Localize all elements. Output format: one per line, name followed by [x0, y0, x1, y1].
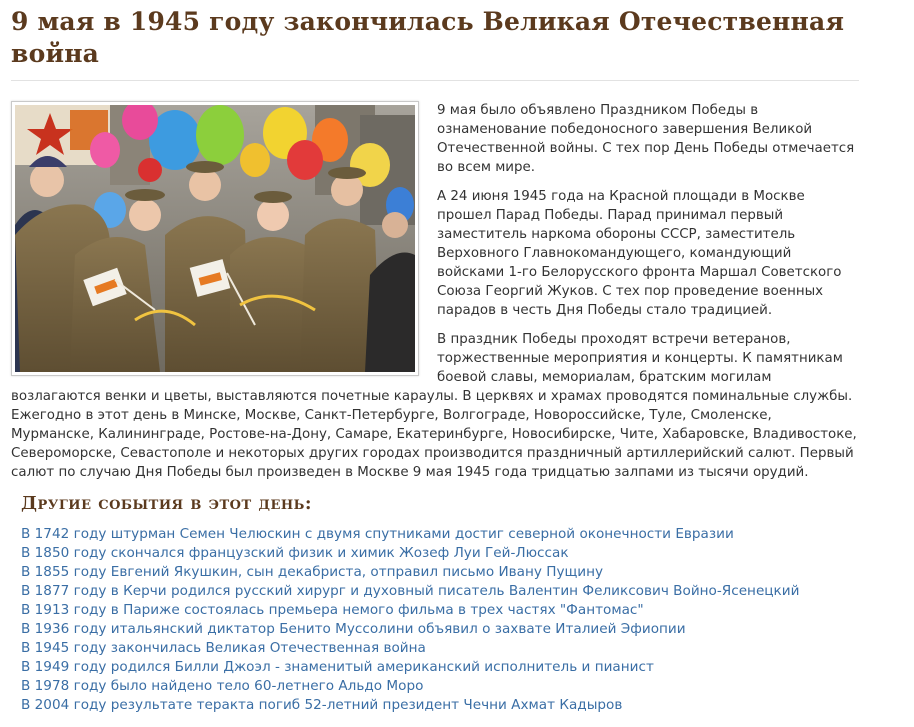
event-link[interactable]: В 1877 году в Керчи родился русский хирург и духовный писатель Валентин Феликсович Войно-Ясенецкий	[21, 583, 800, 599]
other-events-heading: Другие события в этот день:	[21, 493, 313, 514]
list-item	[21, 677, 881, 696]
other-events-list	[21, 525, 881, 715]
article-body	[11, 101, 859, 482]
page-title: 9 мая в 1945 году закончилась Великая Отечественная война	[11, 7, 845, 68]
list-item	[21, 620, 881, 639]
event-link[interactable]: В 1936 году итальянский диктатор Бенито Муссолини объявил о захвате Италией Эфиопии	[21, 621, 686, 637]
article-paragraph-3: В праздник Победы проходят встречи ветеранов, торжественные мероприятия и концерты. К памятникам боевой славы, мемориалам, братским могилам возлагаются венки и цветы, выставляются почетные караулы. В церквях и храмах проводятся поминальные службы. Ежегодно в этот день в Минске, Москве, Санкт-Петербурге, Волгограде, Новороссийске, Туле, Смоленске, Мурманске, Калининграде, Ростове-на-Дону, Самаре, Екатеринбурге, Новосибирске, Чите, Хабаровске, Владивостоке, Североморске, Севастополе и некоторых других городах производится праздничный артиллерийский салют. Первый салют по случаю Дня Победы был произведен в Москве 9 мая 1945 года тридцатью залпами из тысячи орудий.	[11, 332, 857, 480]
list-item	[21, 658, 881, 677]
event-link[interactable]: В 1945 году закончилась Великая Отечественная война	[21, 640, 426, 656]
event-link[interactable]: В 1978 году было найдено тело 60-летнего Альдо Моро	[21, 678, 424, 694]
other-events-section	[21, 492, 881, 715]
list-item	[21, 582, 881, 601]
list-item	[21, 563, 881, 582]
list-item	[21, 601, 881, 620]
event-link[interactable]: В 1742 году штурман Семен Челюскин с двумя спутниками достиг северной оконечности Евразии	[21, 526, 734, 542]
article	[11, 0, 859, 482]
list-item	[21, 544, 881, 563]
article-paragraph-1: 9 мая было объявлено Праздником Победы в ознаменование победоносного завершения Великой Отечественной войны. С тех пор День Победы отмечается во всем мире.	[437, 103, 855, 175]
article-photo	[11, 101, 419, 376]
victory-day-photo	[15, 105, 415, 372]
event-link[interactable]: В 1850 году скончался французский физик и химик Жозеф Луи Гей-Люссак	[21, 545, 569, 561]
event-link[interactable]: В 1949 году родился Билли Джоэл - знаменитый американский исполнитель и пианист	[21, 659, 654, 675]
event-link[interactable]: В 1855 году Евгений Якушкин, сын декабриста, отправил письмо Ивану Пущину	[21, 564, 604, 580]
list-item	[21, 525, 881, 544]
list-item	[21, 639, 881, 658]
article-paragraph-2: А 24 июня 1945 года на Красной площади в Москве прошел Парад Победы. Парад принимал первый заместитель наркома обороны СССР, заместитель Верховного Главнокомандующего, командующий войсками 1-го Белорусского фронта Маршал Советского Союза Георгий Жуков. С тех пор проведение военных парадов в честь Дня Победы стало традицией.	[437, 189, 842, 318]
event-link[interactable]: В 2004 году результате теракта погиб 52-летний президент Чечни Ахмат Кадыров	[21, 697, 623, 713]
event-link[interactable]: В 1913 году в Париже состоялась премьера немого фильма в трех частях "Фантомас"	[21, 602, 644, 618]
list-item	[21, 696, 881, 715]
title-divider	[11, 80, 859, 81]
